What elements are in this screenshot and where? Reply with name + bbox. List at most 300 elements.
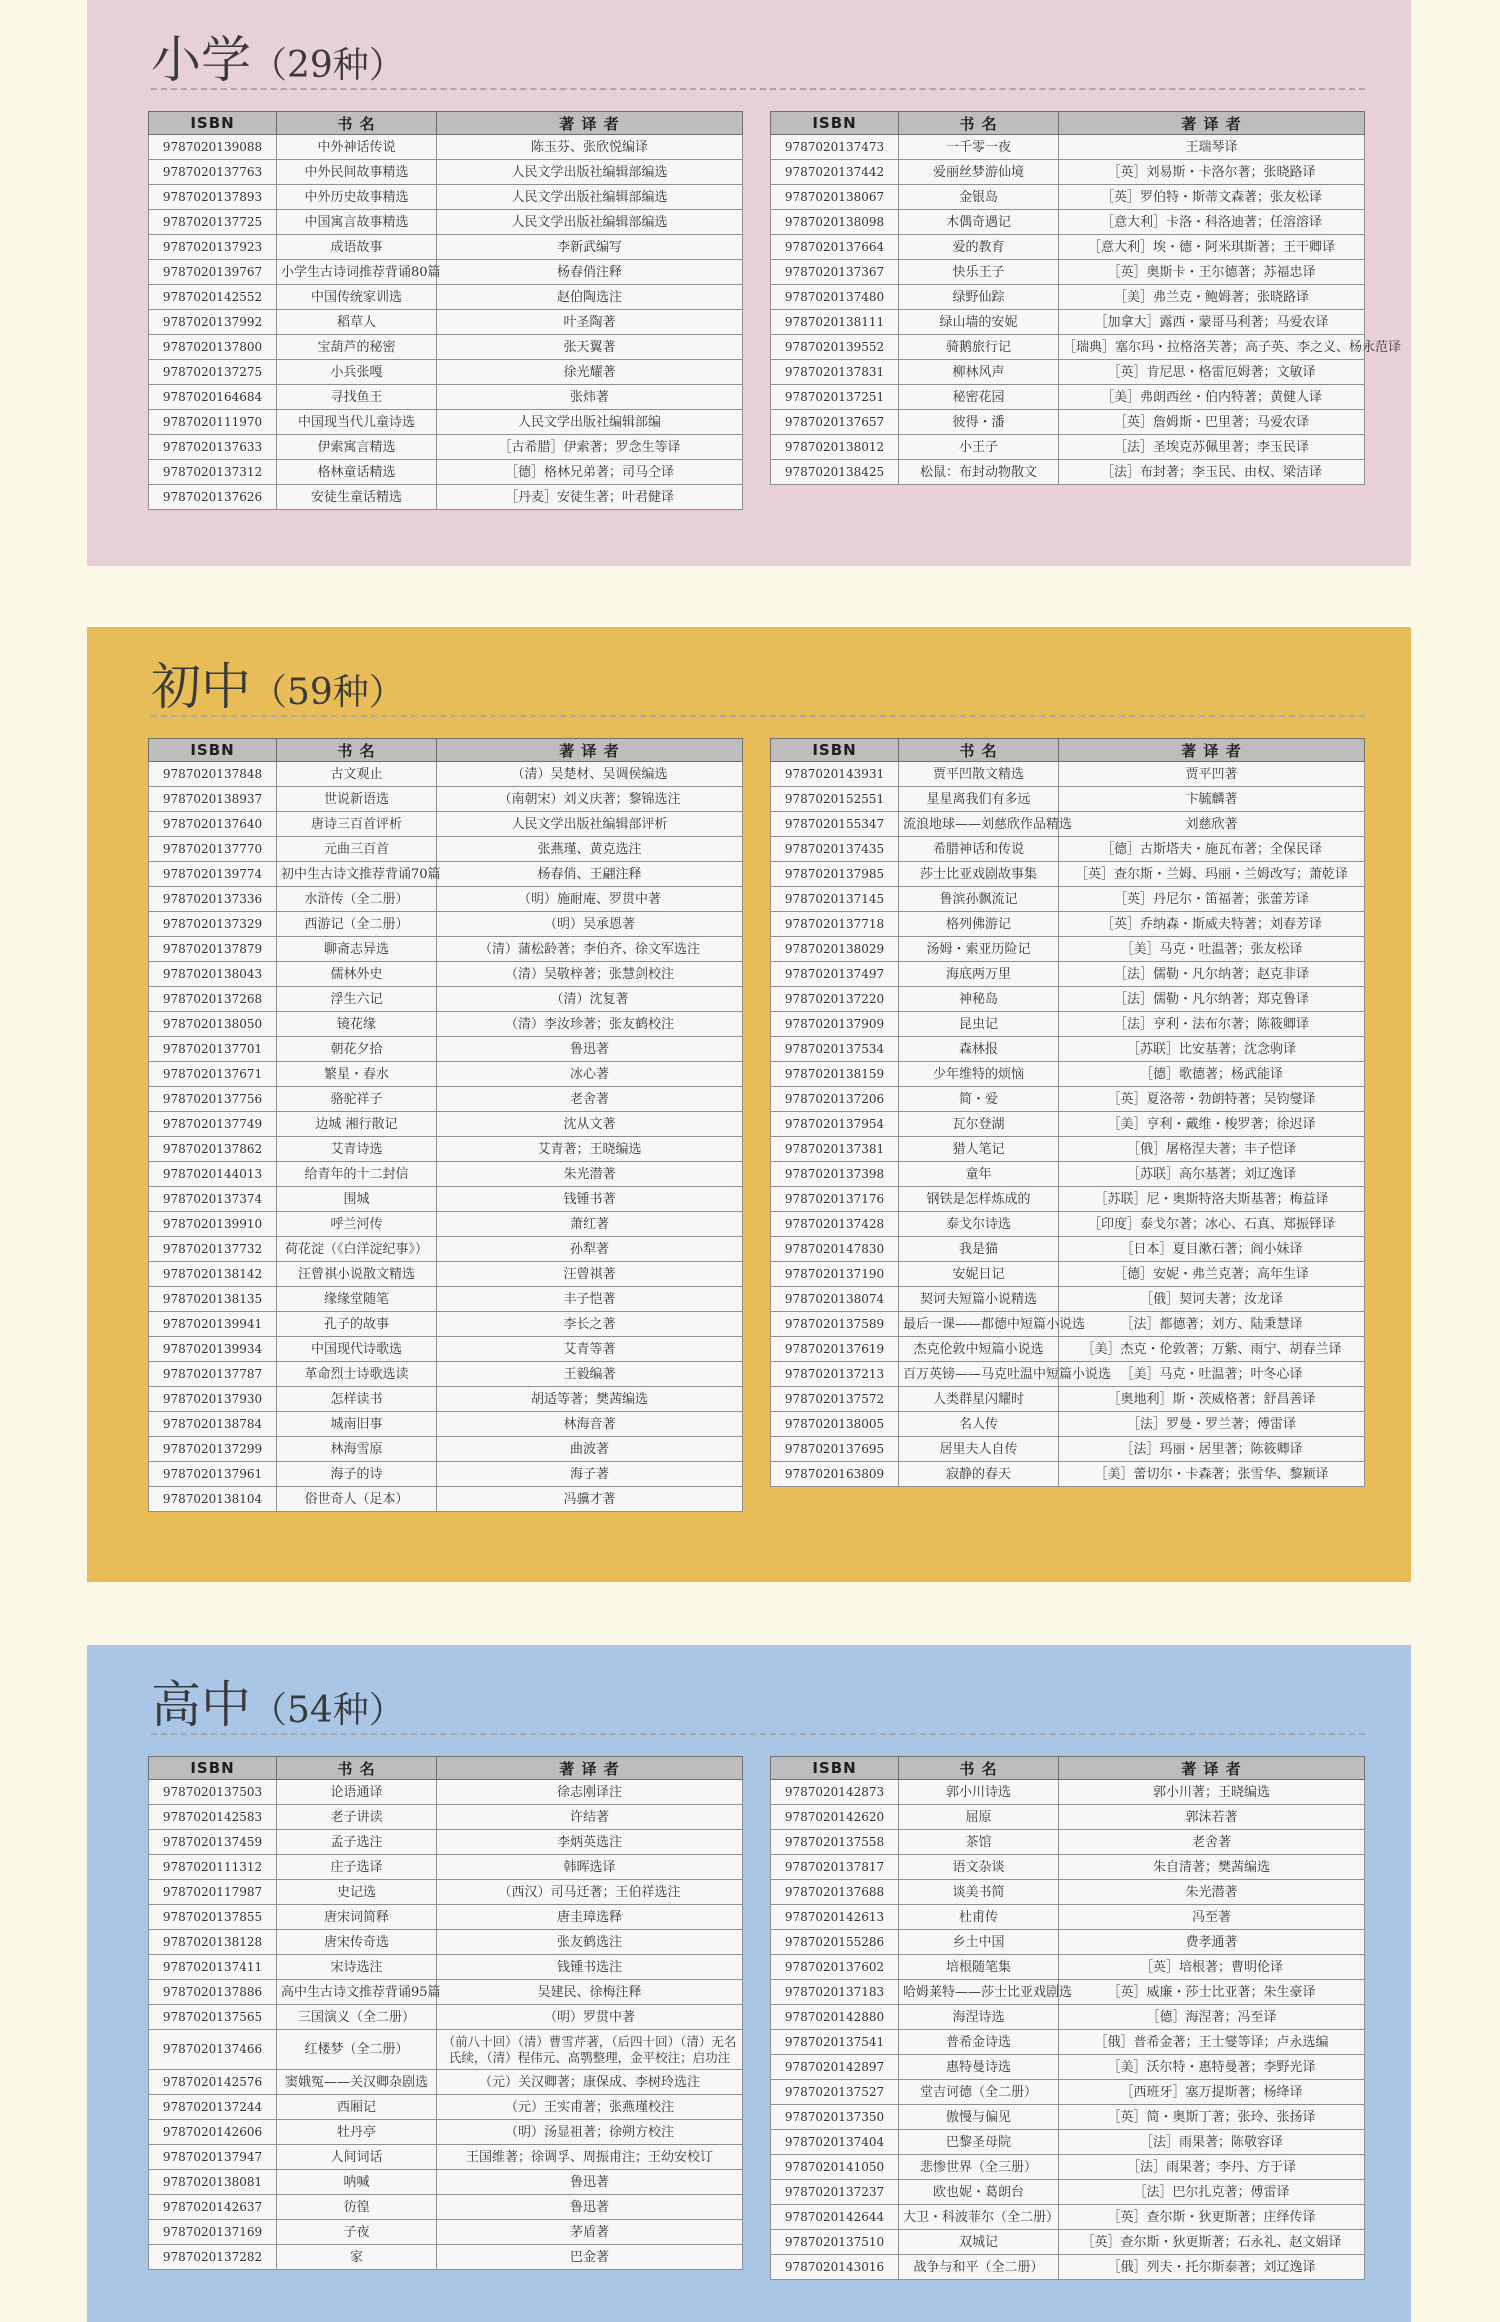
table-row — [149, 1162, 743, 1187]
table-row — [149, 435, 743, 460]
title-cell: 中外民间故事精选 — [277, 160, 437, 185]
column-header-author: 著 译 者 — [1059, 112, 1365, 135]
book-table — [148, 738, 743, 1512]
table-row — [149, 2245, 743, 2270]
table-header-row — [771, 1757, 1365, 1780]
title-cell: 唐诗三百首评析 — [277, 812, 437, 837]
table-row — [771, 1287, 1365, 1312]
isbn-cell: 9787020137626 — [149, 485, 277, 510]
title-cell: 郭小川诗选 — [899, 1780, 1059, 1805]
isbn-cell: 9787020137602 — [771, 1955, 899, 1980]
author-cell: 卞毓麟著 — [1059, 787, 1365, 812]
author-cell: ［法］儒勒・凡尔纳著；郑克鲁译 — [1059, 987, 1365, 1012]
author-cell: ［英］丹尼尔・笛福著；张蕾芳译 — [1059, 887, 1365, 912]
isbn-cell: 9787020137657 — [771, 410, 899, 435]
isbn-cell: 9787020137312 — [149, 460, 277, 485]
table-row — [149, 1212, 743, 1237]
author-cell: ［法］雨果著；李丹、方于译 — [1059, 2155, 1365, 2180]
author-cell: 陈玉芬、张欣悦编译 — [437, 135, 743, 160]
title-cell: 流浪地球——刘慈欣作品精选 — [899, 812, 1059, 837]
isbn-cell: 9787020137701 — [149, 1037, 277, 1062]
column-header-author: 著 译 者 — [1059, 739, 1365, 762]
title-cell: 最后一课——都德中短篇小说选 — [899, 1312, 1059, 1337]
author-cell: ［英］查尔斯・狄更斯著；石永礼、赵文娟译 — [1059, 2230, 1365, 2255]
table-row — [149, 1287, 743, 1312]
author-cell: ［英］夏洛蒂・勃朗特著；吴钧燮译 — [1059, 1087, 1365, 1112]
title-cell: 神秘岛 — [899, 987, 1059, 1012]
author-cell: ［瑞典］塞尔玛・拉格洛芙著；高子英、李之义、杨永范译 — [1059, 335, 1365, 360]
title-cell: 西游记（全二册） — [277, 912, 437, 937]
title-cell: 海底两万里 — [899, 962, 1059, 987]
author-cell: 王毅编著 — [437, 1362, 743, 1387]
isbn-cell: 9787020137671 — [149, 1062, 277, 1087]
isbn-cell: 9787020142620 — [771, 1805, 899, 1830]
section-title — [151, 20, 405, 92]
column-header-isbn: ISBN — [149, 1757, 277, 1780]
isbn-cell: 9787020138142 — [149, 1262, 277, 1287]
author-cell: （西汉）司马迁著；王伯祥选注 — [437, 1880, 743, 1905]
author-cell: ［奥地利］斯・茨威格著；舒昌善译 — [1059, 1387, 1365, 1412]
title-cell: 元曲三百首 — [277, 837, 437, 862]
isbn-cell: 9787020138074 — [771, 1287, 899, 1312]
title-cell: 高中生古诗文推荐背诵95篇 — [277, 1980, 437, 2005]
table-row — [771, 1012, 1365, 1037]
table-row — [149, 887, 743, 912]
author-cell: （清）吴楚材、吴调侯编选 — [437, 762, 743, 787]
author-cell: 朱自清著；樊茜编选 — [1059, 1855, 1365, 1880]
author-cell: 张炜著 — [437, 385, 743, 410]
table-row — [149, 2145, 743, 2170]
title-cell: 悲惨世界（全三册） — [899, 2155, 1059, 2180]
table-row — [149, 1112, 743, 1137]
isbn-cell: 9787020137954 — [771, 1112, 899, 1137]
author-cell: ［意大利］埃・德・阿米琪斯著；王干卿译 — [1059, 235, 1365, 260]
title-cell: 战争与和平（全二册） — [899, 2255, 1059, 2280]
title-cell: 惠特曼诗选 — [899, 2055, 1059, 2080]
title-cell: 童年 — [899, 1162, 1059, 1187]
isbn-cell: 9787020137220 — [771, 987, 899, 1012]
column-header-author: 著 译 者 — [437, 739, 743, 762]
table-row — [771, 1312, 1365, 1337]
isbn-cell: 9787020137992 — [149, 310, 277, 335]
table-row — [771, 1212, 1365, 1237]
isbn-cell: 9787020152551 — [771, 787, 899, 812]
title-cell: 哈姆莱特——莎士比亚戏剧选 — [899, 1980, 1059, 2005]
title-cell: 世说新语选 — [277, 787, 437, 812]
table-row — [771, 185, 1365, 210]
title-cell: 昆虫记 — [899, 1012, 1059, 1037]
table-row — [149, 2220, 743, 2245]
isbn-cell: 9787020137251 — [771, 385, 899, 410]
table-row — [149, 360, 743, 385]
isbn-cell: 9787020111970 — [149, 410, 277, 435]
table-row — [771, 812, 1365, 837]
author-cell: 艾青等著 — [437, 1337, 743, 1362]
column-header-isbn: ISBN — [149, 739, 277, 762]
title-cell: 宝葫芦的秘密 — [277, 335, 437, 360]
table-row — [771, 1037, 1365, 1062]
author-cell: （明）吴承恩著 — [437, 912, 743, 937]
author-cell: ［美］马克・吐温著；张友松译 — [1059, 937, 1365, 962]
table-row — [771, 1780, 1365, 1805]
author-cell: 老舍著 — [1059, 1830, 1365, 1855]
isbn-cell: 9787020138784 — [149, 1412, 277, 1437]
isbn-cell: 9787020137527 — [771, 2080, 899, 2105]
isbn-cell: 9787020155347 — [771, 812, 899, 837]
table-row — [771, 1805, 1365, 1830]
title-cell: 培根随笔集 — [899, 1955, 1059, 1980]
title-cell: 一千零一夜 — [899, 135, 1059, 160]
author-cell: 李新武编写 — [437, 235, 743, 260]
title-cell: 初中生古诗文推荐背诵70篇 — [277, 862, 437, 887]
table-header-row — [771, 112, 1365, 135]
table-row — [149, 1237, 743, 1262]
section-count: （59种） — [251, 672, 405, 713]
title-cell: 小学生古诗词推荐背诵80篇 — [277, 260, 437, 285]
isbn-cell: 9787020141050 — [771, 2155, 899, 2180]
author-cell: ［英］查尔斯・兰姆、玛丽・兰姆改写；萧乾译 — [1059, 862, 1365, 887]
table-row — [771, 135, 1365, 160]
isbn-cell: 9787020137947 — [149, 2145, 277, 2170]
table-row — [149, 1437, 743, 1462]
author-cell: 唐圭璋选释 — [437, 1905, 743, 1930]
author-cell: 人民文学出版社编辑部编选 — [437, 210, 743, 235]
title-cell: 绿野仙踪 — [899, 285, 1059, 310]
title-cell: 庄子选译 — [277, 1855, 437, 1880]
author-cell: 人民文学出版社编辑部编选 — [437, 185, 743, 210]
author-cell: 叶圣陶著 — [437, 310, 743, 335]
isbn-cell: 9787020138029 — [771, 937, 899, 962]
author-cell: 吴建民、徐梅注释 — [437, 1980, 743, 2005]
author-cell: （清）吴敬梓著；张慧剑校注 — [437, 962, 743, 987]
isbn-cell: 9787020137190 — [771, 1262, 899, 1287]
title-cell: 海子的诗 — [277, 1462, 437, 1487]
title-cell: 柳林风声 — [899, 360, 1059, 385]
title-cell: 秘密花园 — [899, 385, 1059, 410]
table-row — [771, 1187, 1365, 1212]
table-header-row — [771, 739, 1365, 762]
title-cell: 呼兰河传 — [277, 1212, 437, 1237]
author-cell: 海子著 — [437, 1462, 743, 1487]
table-row — [149, 185, 743, 210]
table-row — [149, 1137, 743, 1162]
title-cell: 中国现代诗歌选 — [277, 1337, 437, 1362]
isbn-cell: 9787020143931 — [771, 762, 899, 787]
author-cell: 老舍著 — [437, 1087, 743, 1112]
title-cell: 宋诗选注 — [277, 1955, 437, 1980]
table-row — [149, 335, 743, 360]
table-row — [149, 962, 743, 987]
isbn-cell: 9787020138104 — [149, 1487, 277, 1512]
table-header-row — [149, 1757, 743, 1780]
isbn-cell: 9787020137374 — [149, 1187, 277, 1212]
table-row — [149, 1855, 743, 1880]
table-row — [149, 310, 743, 335]
title-cell: 骑鹅旅行记 — [899, 335, 1059, 360]
author-cell: 鲁迅著 — [437, 2195, 743, 2220]
author-cell: ［德］格林兄弟著；司马仝译 — [437, 460, 743, 485]
table-row — [771, 410, 1365, 435]
author-cell: （明）汤显祖著；徐朔方校注 — [437, 2120, 743, 2145]
isbn-cell: 9787020137756 — [149, 1087, 277, 1112]
table-row — [149, 485, 743, 510]
divider — [151, 1733, 1365, 1735]
author-cell: 鲁迅著 — [437, 1037, 743, 1062]
author-cell: 贾平凹著 — [1059, 762, 1365, 787]
title-cell: 中外历史故事精选 — [277, 185, 437, 210]
title-cell: 繁星・春水 — [277, 1062, 437, 1087]
table-row — [149, 987, 743, 1012]
title-cell: 普希金诗选 — [899, 2030, 1059, 2055]
isbn-cell: 9787020143016 — [771, 2255, 899, 2280]
title-cell: 小兵张嘎 — [277, 360, 437, 385]
author-cell: 刘慈欣著 — [1059, 812, 1365, 837]
isbn-cell: 9787020138005 — [771, 1412, 899, 1437]
section-heading: 小学 — [151, 31, 251, 89]
isbn-cell: 9787020142897 — [771, 2055, 899, 2080]
title-cell: 希腊神话和传说 — [899, 837, 1059, 862]
author-cell: ［法］巴尔扎克著；傅雷译 — [1059, 2180, 1365, 2205]
table-row — [771, 2105, 1365, 2130]
table-row — [149, 460, 743, 485]
table-row — [771, 1905, 1365, 1930]
title-cell: 城南旧事 — [277, 1412, 437, 1437]
isbn-cell: 9787020117987 — [149, 1880, 277, 1905]
author-cell: 许结著 — [437, 1805, 743, 1830]
title-cell: 格列佛游记 — [899, 912, 1059, 937]
author-cell: ［印度］泰戈尔著；冰心、石真、郑振铎译 — [1059, 1212, 1365, 1237]
isbn-cell: 9787020137282 — [149, 2245, 277, 2270]
title-cell: 史记选 — [277, 1880, 437, 1905]
author-cell: ［英］詹姆斯・巴里著；马爱农译 — [1059, 410, 1365, 435]
isbn-cell: 9787020139767 — [149, 260, 277, 285]
title-cell: 百万英镑——马克吐温中短篇小说选 — [899, 1362, 1059, 1387]
author-cell: 钱锺书选注 — [437, 1955, 743, 1980]
table-row — [771, 837, 1365, 862]
table-row — [771, 1412, 1365, 1437]
title-cell: 红楼梦（全二册） — [277, 2030, 437, 2070]
table-row — [771, 1112, 1365, 1137]
title-cell: 钢铁是怎样炼成的 — [899, 1187, 1059, 1212]
table-row — [149, 1312, 743, 1337]
table-row — [149, 912, 743, 937]
section-count: （54种） — [251, 1690, 405, 1731]
title-cell: 语文杂谈 — [899, 1855, 1059, 1880]
isbn-cell: 9787020137688 — [771, 1880, 899, 1905]
isbn-cell: 9787020137176 — [771, 1187, 899, 1212]
author-cell: ［法］儒勒・凡尔纳著；赵克非译 — [1059, 962, 1365, 987]
isbn-cell: 9787020139941 — [149, 1312, 277, 1337]
author-cell: 韩晖选译 — [437, 1855, 743, 1880]
author-cell: 冯骥才著 — [437, 1487, 743, 1512]
author-cell: 人民文学出版社编辑部编 — [437, 410, 743, 435]
author-cell: ［英］罗伯特・斯蒂文森著；张友松译 — [1059, 185, 1365, 210]
title-cell: 革命烈士诗歌选读 — [277, 1362, 437, 1387]
section-count: （29种） — [251, 45, 405, 86]
title-cell: 杰克伦敦中短篇小说选 — [899, 1337, 1059, 1362]
title-cell: 怎样读书 — [277, 1387, 437, 1412]
title-cell: 快乐王子 — [899, 260, 1059, 285]
author-cell: ［英］肯尼思・格雷厄姆著；文敏译 — [1059, 360, 1365, 385]
isbn-cell: 9787020111312 — [149, 1855, 277, 1880]
table-row — [149, 762, 743, 787]
table-row — [771, 1162, 1365, 1187]
title-cell: 莎士比亚戏剧故事集 — [899, 862, 1059, 887]
isbn-cell: 9787020137435 — [771, 837, 899, 862]
column-header-title: 书 名 — [899, 739, 1059, 762]
divider — [151, 715, 1365, 717]
isbn-cell: 9787020137381 — [771, 1137, 899, 1162]
table-row — [149, 2195, 743, 2220]
author-cell: ［美］弗兰克・鲍姆著；张晓路译 — [1059, 285, 1365, 310]
author-cell: 张燕瑾、黄克选注 — [437, 837, 743, 862]
isbn-cell: 9787020138012 — [771, 435, 899, 460]
title-cell: 呐喊 — [277, 2170, 437, 2195]
isbn-cell: 9787020139934 — [149, 1337, 277, 1362]
author-cell: 王国维著；徐调孚、周振甫注；王幼安校订 — [437, 2145, 743, 2170]
table-row — [771, 912, 1365, 937]
table-row — [771, 2055, 1365, 2080]
table-row — [771, 1830, 1365, 1855]
title-cell: 契诃夫短篇小说精选 — [899, 1287, 1059, 1312]
author-cell: 丰子恺著 — [437, 1287, 743, 1312]
table-row — [771, 2130, 1365, 2155]
column-header-title: 书 名 — [899, 1757, 1059, 1780]
title-cell: 儒林外史 — [277, 962, 437, 987]
title-cell: 格林童话精选 — [277, 460, 437, 485]
title-cell: 森林报 — [899, 1037, 1059, 1062]
author-cell: 胡适等著；樊茜编选 — [437, 1387, 743, 1412]
author-cell: ［苏联］比安基著；沈念驹译 — [1059, 1037, 1365, 1062]
section-middle — [87, 627, 1411, 1582]
title-cell: 彷徨 — [277, 2195, 437, 2220]
isbn-cell: 9787020137718 — [771, 912, 899, 937]
book-table — [770, 111, 1402, 485]
author-cell: ［英］查尔斯・狄更斯著；庄绎传译 — [1059, 2205, 1365, 2230]
table-row — [149, 1780, 743, 1805]
table-row — [149, 1087, 743, 1112]
author-cell: 杨春俏注释 — [437, 260, 743, 285]
title-cell: 孔子的故事 — [277, 1312, 437, 1337]
table-row — [771, 1087, 1365, 1112]
table-row — [149, 1880, 743, 1905]
isbn-cell: 9787020137213 — [771, 1362, 899, 1387]
table-row — [771, 1462, 1365, 1487]
author-cell: 曲波著 — [437, 1437, 743, 1462]
table-row — [771, 385, 1365, 410]
author-cell: 茅盾著 — [437, 2220, 743, 2245]
table-row — [771, 987, 1365, 1012]
isbn-cell: 9787020155286 — [771, 1930, 899, 1955]
author-cell: 郭沫若著 — [1059, 1805, 1365, 1830]
table-row — [149, 1805, 743, 1830]
isbn-cell: 9787020137459 — [149, 1830, 277, 1855]
title-cell: 家 — [277, 2245, 437, 2270]
isbn-cell: 9787020137619 — [771, 1337, 899, 1362]
table-row — [771, 787, 1365, 812]
isbn-cell: 9787020138128 — [149, 1930, 277, 1955]
isbn-cell: 9787020147830 — [771, 1237, 899, 1262]
table-row — [771, 2180, 1365, 2205]
table-row — [149, 1262, 743, 1287]
title-cell: 成语故事 — [277, 235, 437, 260]
title-cell: 俗世奇人（足本） — [277, 1487, 437, 1512]
title-cell: 鲁滨孙飘流记 — [899, 887, 1059, 912]
isbn-cell: 9787020142880 — [771, 2005, 899, 2030]
isbn-cell: 9787020138135 — [149, 1287, 277, 1312]
table-row — [149, 2005, 743, 2030]
isbn-cell: 9787020138425 — [771, 460, 899, 485]
isbn-cell: 9787020137473 — [771, 135, 899, 160]
isbn-cell: 9787020137466 — [149, 2030, 277, 2070]
title-cell: 松鼠：布封动物散文 — [899, 460, 1059, 485]
isbn-cell: 9787020137886 — [149, 1980, 277, 2005]
table-row — [771, 2230, 1365, 2255]
title-cell: 朝花夕拾 — [277, 1037, 437, 1062]
author-cell: 巴金著 — [437, 2245, 743, 2270]
author-cell: ［德］古斯塔夫・施瓦布著；全保民译 — [1059, 837, 1365, 862]
isbn-cell: 9787020137664 — [771, 235, 899, 260]
isbn-cell: 9787020137336 — [149, 887, 277, 912]
table-row — [771, 1237, 1365, 1262]
isbn-cell: 9787020137534 — [771, 1037, 899, 1062]
table-row — [149, 937, 743, 962]
isbn-cell: 9787020138937 — [149, 787, 277, 812]
isbn-cell: 9787020137763 — [149, 160, 277, 185]
author-cell: 张友鹤选注 — [437, 1930, 743, 1955]
title-cell: 瓦尔登湖 — [899, 1112, 1059, 1137]
isbn-cell: 9787020137770 — [149, 837, 277, 862]
isbn-cell: 9787020138043 — [149, 962, 277, 987]
author-cell: 孙犁著 — [437, 1237, 743, 1262]
isbn-cell: 9787020137299 — [149, 1437, 277, 1462]
column-header-isbn: ISBN — [771, 112, 899, 135]
author-cell: ［德］安妮・弗兰克著；高年生译 — [1059, 1262, 1365, 1287]
table-row — [149, 235, 743, 260]
author-cell: 艾青著；王晓编选 — [437, 1137, 743, 1162]
section-high — [87, 1645, 1411, 2322]
isbn-cell: 9787020142552 — [149, 285, 277, 310]
title-cell: 边城 湘行散记 — [277, 1112, 437, 1137]
table-row — [149, 2170, 743, 2195]
title-cell: 安徒生童话精选 — [277, 485, 437, 510]
isbn-cell: 9787020137749 — [149, 1112, 277, 1137]
table-row — [771, 310, 1365, 335]
table-row — [771, 887, 1365, 912]
isbn-cell: 9787020138081 — [149, 2170, 277, 2195]
author-cell: 费孝通著 — [1059, 1930, 1365, 1955]
title-cell: 杜甫传 — [899, 1905, 1059, 1930]
table-row — [771, 460, 1365, 485]
author-cell: （元）王实甫著；张燕瑾校注 — [437, 2095, 743, 2120]
isbn-cell: 9787020138067 — [771, 185, 899, 210]
table-row — [149, 260, 743, 285]
table-row — [149, 210, 743, 235]
isbn-cell: 9787020137237 — [771, 2180, 899, 2205]
book-table — [148, 111, 743, 510]
table-row — [149, 1955, 743, 1980]
book-table — [770, 738, 1365, 1487]
table-row — [149, 1012, 743, 1037]
isbn-cell: 9787020137541 — [771, 2030, 899, 2055]
table-row — [771, 435, 1365, 460]
table-row — [149, 1387, 743, 1412]
table-row — [149, 2070, 743, 2095]
isbn-cell: 9787020137725 — [149, 210, 277, 235]
table-row — [149, 2095, 743, 2120]
author-cell: 王瑞琴译 — [1059, 135, 1365, 160]
column-header-author: 著 译 者 — [437, 1757, 743, 1780]
